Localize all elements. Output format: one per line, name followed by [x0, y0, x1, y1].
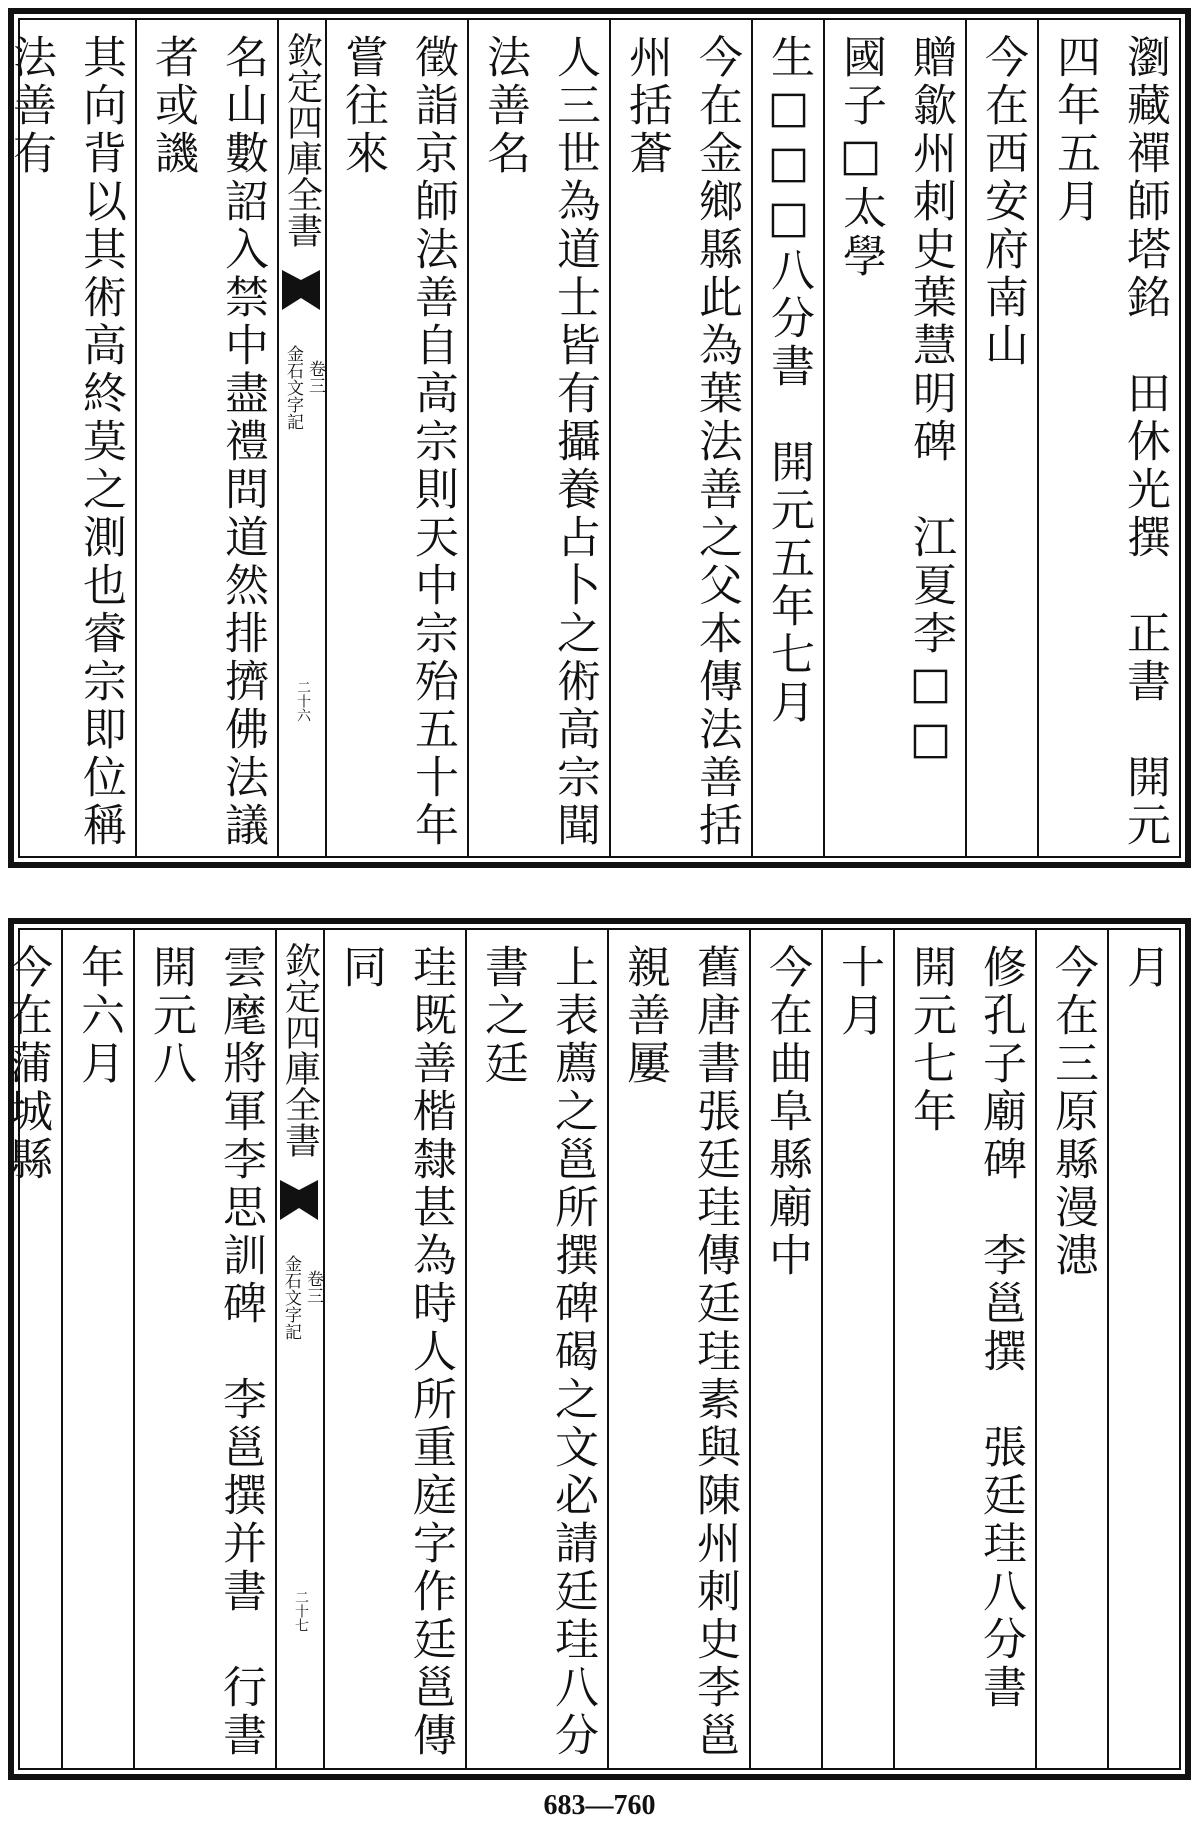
- text-column: 生□□□八分書 開元五年七月: [751, 20, 823, 856]
- text-column: 珪既善楷隸甚為時人所重庭字作廷邕傳同: [323, 930, 465, 1768]
- text-column: 今在三原縣漫漶: [1035, 930, 1107, 1768]
- text-column: 十月: [821, 930, 893, 1768]
- text-column: 月: [1107, 930, 1179, 1768]
- page-number: 二十六: [295, 680, 311, 722]
- fish-tail-icon: [282, 270, 320, 310]
- text-column: 贈歙州刺史葉慧明碑 江夏李□□ 國子□太學: [823, 20, 965, 856]
- text-column: 瀏藏禪師塔銘 田休光撰 正書 開元四年五月: [1037, 20, 1179, 856]
- library-title: 欽定四庫全書: [281, 32, 323, 248]
- source-title: 金石文字記: [281, 1255, 301, 1340]
- text-column: 上表薦之邕所撰碑碣之文必請廷珪八分書之廷: [465, 930, 607, 1768]
- fish-tail-icon: [280, 1180, 318, 1220]
- page-range-footer: 683—760: [543, 1790, 656, 1821]
- center-margin: [277, 20, 325, 856]
- text-column: 修孔子廟碑 李邕撰 張廷珪八分書 開元七年: [893, 930, 1035, 1768]
- text-column: 名山數詔入禁中盡禮問道然排擠佛法議者或譏: [135, 20, 277, 856]
- volume-label: 卷三: [305, 360, 325, 394]
- text-column: 今在金鄉縣此為葉法善之父本傳法善括州括蒼: [609, 20, 751, 856]
- top-page-columns: [5, 20, 1179, 856]
- page-number: 二十七: [293, 1590, 309, 1632]
- source-title: 金石文字記: [283, 345, 303, 430]
- text-column: 舊唐書張廷珪傳廷珪素與陳州刺史李邕親善屢: [607, 930, 749, 1768]
- text-column: 雲麾將軍李思訓碑 李邕撰并書 行書 開元八: [133, 930, 275, 1768]
- text-column: 徵詣京師法善自高宗則天中宗殆五十年嘗往來: [325, 20, 467, 856]
- library-title: 欽定四庫全書: [279, 942, 321, 1158]
- text-column: 今在曲阜縣廟中: [749, 930, 821, 1768]
- text-column: 人三世為道士皆有攝養占卜之術高宗聞法善名: [467, 20, 609, 856]
- text-column: 今在蒲城縣: [0, 930, 61, 1768]
- text-column: 其向背以其術高終莫之測也睿宗即位稱法善有: [0, 20, 135, 856]
- top-page: [5, 8, 1191, 868]
- volume-label: 卷三: [303, 1270, 323, 1304]
- text-column: 今在西安府南山: [965, 20, 1037, 856]
- center-margin: [275, 930, 323, 1768]
- top-page-frame: [5, 18, 1181, 858]
- text-column: 年六月: [61, 930, 133, 1768]
